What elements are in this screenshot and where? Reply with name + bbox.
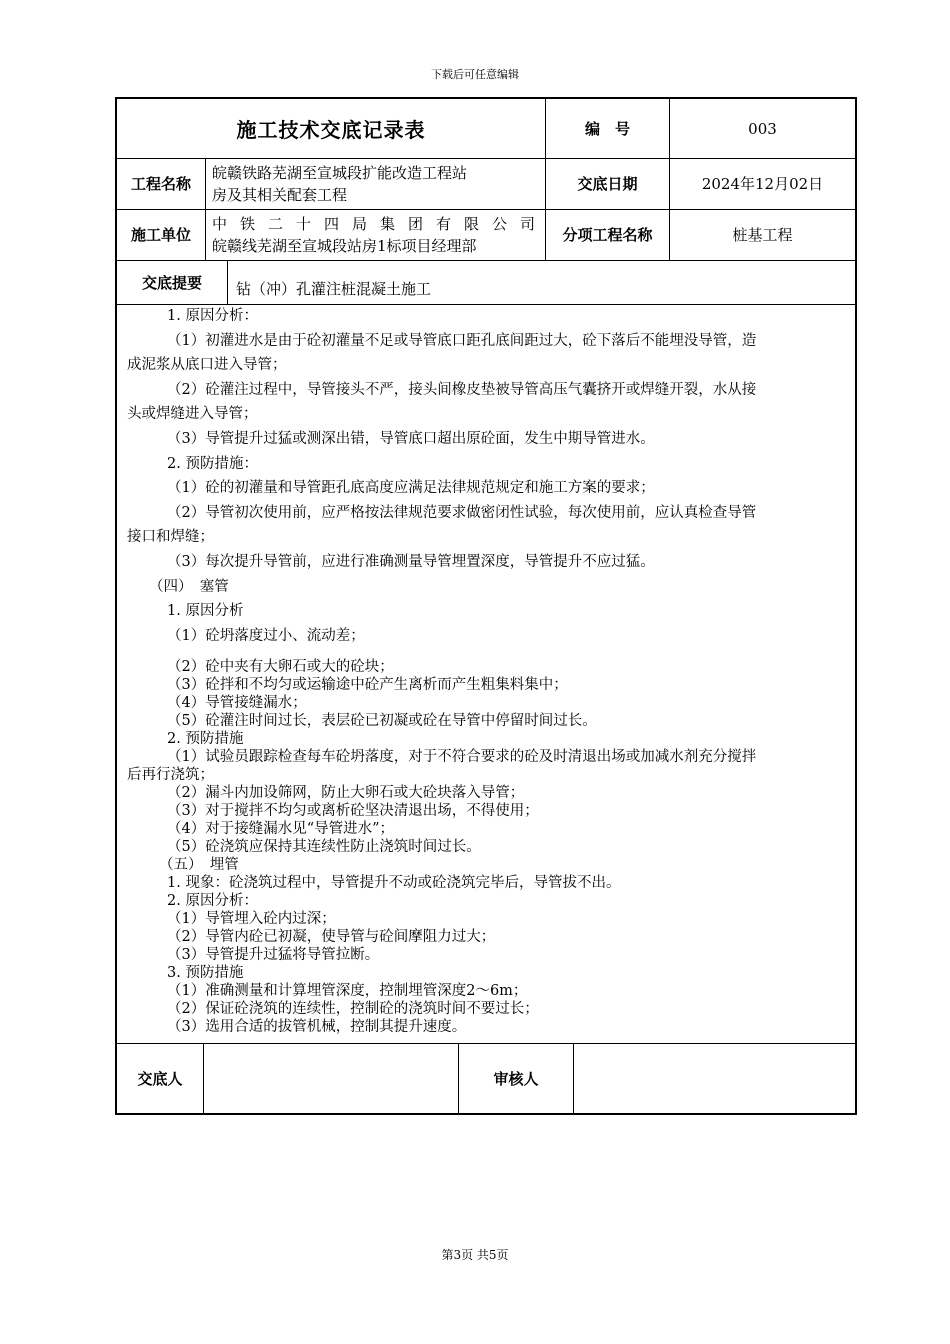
content-line: （2）导管内砼已初凝，使导管与砼间摩阻力过大； [167, 929, 496, 945]
content-line: （1）试验员跟踪检查每车砼坍落度，对于不符合要求的砼及时清退出场或加减水剂充分搅拌 [167, 749, 757, 765]
project-value [206, 160, 473, 208]
subitem-label: 分项工程名称 [562, 226, 653, 244]
date-label-cell [546, 158, 670, 209]
content-line: 后再行浇筑； [127, 767, 214, 783]
content-line: （3）对于搅拌不均匀或离析砼坚决清退出场，不得使用； [167, 803, 539, 819]
content-line: （3）导管提升过猛将导管拉断。 [167, 947, 380, 963]
download-note: 下载后可任意编辑 [431, 68, 519, 81]
content-line: 3. 预防措施 [167, 965, 244, 981]
disclosure-content [117, 304, 855, 1044]
content-line: （1）砼的初灌量和导管距孔底高度应满足法律规范规定和施工方案的要求； [167, 480, 655, 497]
content-line: （5）砼灌注时间过长，表层砼已初凝或砼在导管中停留时间过长。 [167, 713, 597, 729]
unit-label: 施工单位 [130, 226, 191, 244]
content-line: 接口和焊缝； [127, 529, 214, 546]
form-title-cell [117, 99, 546, 158]
content-line: （五） 埋管 [159, 857, 239, 873]
form-title: 施工技术交底记录表 [236, 118, 426, 142]
project-value-cell [206, 158, 546, 209]
signature-row [117, 1044, 855, 1113]
project-value-line: 皖赣铁路芜湖至宣城段扩能改造工程站 [212, 163, 468, 182]
summary-label: 交底提要 [141, 273, 202, 292]
project-label: 工程名称 [130, 175, 191, 193]
content-line: （1）导管埋入砼内过深； [167, 911, 336, 927]
date-value: 2024年12月02日 [701, 175, 824, 193]
content-line: 成泥浆从底口进入导管； [127, 357, 287, 374]
subitem-label-cell [546, 209, 670, 260]
discloser-value-field[interactable] [204, 1044, 459, 1113]
project-row [117, 158, 855, 210]
summary-label-cell [117, 260, 228, 304]
content-line: （3）导管提升过猛或测深出错，导管底口超出原砼面，发生中期导管进水。 [167, 431, 655, 447]
unit-value-cell [206, 209, 546, 260]
content-line: （4）对于接缝漏水见“导管进水”； [167, 821, 395, 837]
content-line: （3）选用合适的拔管机械，控制其提升速度。 [167, 1019, 467, 1035]
subitem-value-cell [670, 209, 855, 260]
content-line: （1）准确测量和计算埋管深度，控制埋管深度2～6m； [167, 983, 528, 999]
content-line: （四） 塞管 [149, 578, 229, 595]
unit-label-cell [117, 209, 206, 260]
summary-row [117, 260, 855, 305]
number-label: 编 号 [584, 120, 630, 138]
discloser-label-cell [117, 1044, 204, 1113]
date-label: 交底日期 [577, 175, 638, 193]
content-line: （1）砼坍落度过小、流动差； [167, 627, 365, 644]
content-line: 2. 预防措施 [167, 731, 244, 747]
title-row [117, 99, 855, 159]
content-line: 2. 预防措施： [167, 455, 258, 472]
page-footer: 第3页 共5页 [441, 1248, 509, 1262]
content-line: 1. 原因分析 [167, 603, 244, 620]
reviewer-label: 审核人 [493, 1070, 539, 1088]
number-value: 003 [748, 119, 777, 138]
content-line: 头或焊缝进入导管； [127, 406, 258, 423]
unit-value-line: 中铁二十四局集团有限公司 [212, 214, 539, 233]
project-label-cell [117, 158, 206, 209]
content-line: （2）导管初次使用前，应严格按法律规范要求做密闭性试验，每次使用前，应认真检查导管 [167, 504, 757, 521]
disclosure-form [115, 97, 857, 1115]
unit-value-line: 皖赣线芜湖至宣城段站房1标项目经理部 [212, 236, 477, 255]
content-line: （2）漏斗内加设筛网，防止大卵石或大砼块落入导管； [167, 785, 525, 801]
content-line: 2. 原因分析： [167, 893, 258, 909]
content-line: （1）初灌进水是由于砼初灌量不足或导管底口距孔底间距过大，砼下落后不能埋没导管，造 [167, 332, 757, 349]
subitem-value: 桩基工程 [732, 226, 793, 244]
content-line: （4）导管接缝漏水； [167, 695, 307, 711]
reviewer-value-field[interactable] [574, 1044, 855, 1113]
content-line: （3）砼拌和不均匀或运输途中砼产生离析而产生粗集料集中； [167, 677, 568, 693]
date-value-cell [670, 158, 855, 209]
content-line: （5）砼浇筑应保持其连续性防止浇筑时间过长。 [167, 839, 481, 855]
unit-value [206, 211, 545, 259]
number-value-cell [670, 99, 855, 158]
content-line: （2）砼灌注过程中，导管接头不严，接头间橡皮垫被导管高压气囊挤开或焊缝开裂，水从接 [167, 381, 757, 398]
content-line: （2）砼中夹有大卵石或大的砼块； [167, 659, 394, 675]
content-line: 1. 现象：砼浇筑过程中，导管提升不动或砼浇筑完毕后，导管拔不出。 [167, 875, 621, 891]
number-label-cell [546, 99, 670, 158]
project-value-line: 房及其相关配套工程 [212, 185, 348, 204]
content-line: （2）保证砼浇筑的连续性，控制砼的浇筑时间不要过长； [167, 1001, 539, 1017]
content-line: （3）每次提升导管前，应进行准确测量导管埋置深度，导管提升不应过猛。 [167, 554, 655, 570]
unit-row [117, 209, 855, 261]
content-line: 1. 原因分析： [167, 308, 258, 324]
reviewer-label-cell [459, 1044, 574, 1113]
summary-value: 钻（冲）孔灌注桩混凝土施工 [236, 279, 432, 298]
summary-value-cell [228, 260, 855, 304]
discloser-label: 交底人 [137, 1070, 183, 1088]
